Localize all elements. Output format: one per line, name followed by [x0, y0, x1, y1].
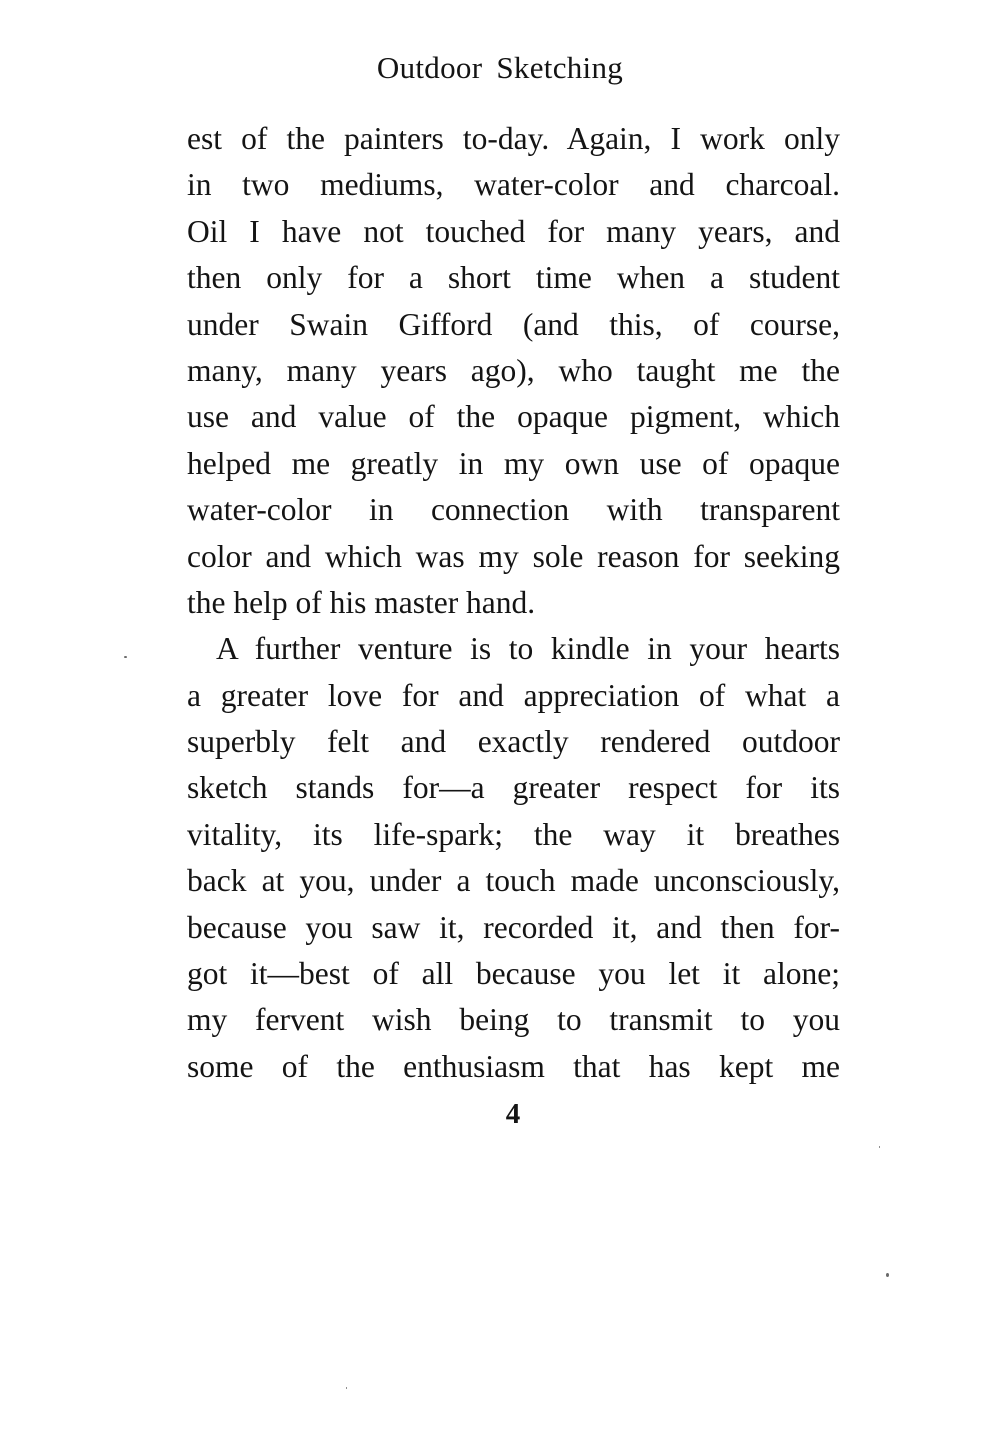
text-line: the help of his master hand.	[187, 584, 536, 620]
scan-speck	[346, 1387, 347, 1389]
text-line: then only for a short time when a student	[187, 260, 840, 296]
text-line: a greater love for and appreciation of what a	[187, 677, 840, 713]
text-line: A further venture is to kindle in your hearts	[216, 631, 840, 667]
text-line: use and value of the opaque pigment, which	[187, 399, 840, 435]
text-line: because you saw it, recorded it, and then for-	[187, 909, 840, 945]
body-text	[187, 116, 840, 1090]
scan-speck	[886, 1273, 889, 1277]
text-line: helped me greatly in my own use of opaque	[187, 445, 840, 481]
page-number: 4	[505, 1098, 521, 1130]
text-line: vitality, its life-spark; the way it breathes	[187, 816, 840, 852]
running-head: Outdoor Sketching	[376, 50, 624, 85]
text-line: color and which was my sole reason for seeking	[187, 538, 840, 574]
text-line: water-color in connection with transparent	[187, 492, 840, 528]
text-line: in two mediums, water-color and charcoal.	[187, 167, 840, 203]
text-line: superbly felt and exactly rendered outdoor	[187, 724, 840, 760]
scan-speck	[879, 1146, 880, 1148]
text-line: back at you, under a touch made unconsciously,	[187, 863, 840, 899]
text-line: many, many years ago), who taught me the	[187, 352, 840, 388]
text-line: got it—best of all because you let it alone;	[187, 956, 840, 992]
scan-speck	[124, 656, 127, 658]
text-line: Oil I have not touched for many years, and	[187, 213, 840, 249]
text-line: some of the enthusiasm that has kept me	[187, 1048, 840, 1084]
text-line: sketch stands for—a greater respect for its	[187, 770, 840, 806]
paragraph-1	[187, 116, 840, 626]
text-line: under Swain Gifford (and this, of course,	[187, 306, 840, 342]
text-line: est of the painters to-day. Again, I work only	[187, 121, 840, 156]
paragraph-2	[187, 626, 840, 1090]
text-line: my fervent wish being to transmit to you	[187, 1002, 840, 1038]
